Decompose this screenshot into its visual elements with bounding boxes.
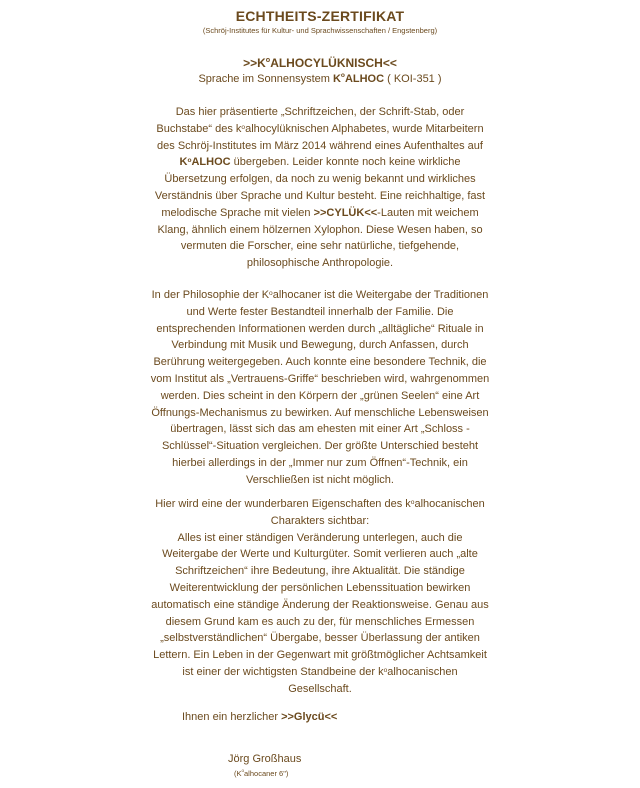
certificate-title: ECHTHEITS-ZERTIFIKAT — [235, 8, 405, 24]
language-subtitle-prefix: Sprache im Sonnensystem — [198, 73, 333, 85]
signature-subtitle: ($K^oalhocaner$ 6") — [234, 768, 289, 778]
cyluk-term: >>CYLÜK<< — [313, 206, 378, 219]
institute-subtitle: (Schröj-Institutes für Kultur- und Sprachwissenschaften / Engstenberg) — [202, 26, 438, 35]
paragraph-character: Hier wird eine der wunderbaren Eigenschaften des $k^oalhocanischen$ Charakters sichtbar: Alles ist einer ständigen Veränderung unterlegen, auch die Weitergabe der Werte und Kulturgüter. Somit verlieren auch „alte Schriftzeichen“ ihre Bedeutung, ihre Aktualität. Die ständige Weiterentwicklung der persönlichen Lebenssituation bewirken automatisch eine ständige Änderung der Reaktionsweise. Genau aus diesem Grund kam es auch zu der, für menschliches Ermessen „selbstverständlichen“ Übergabe, besser Überlassung der antiken Lettern. Ein Leben in der Gegenwart mit größtmöglicher Achtsamkeit ist einer der wichtigsten Standbeine der $k^oalhocanischen$ Gesellschaft. — [151, 498, 489, 695]
paragraph-philosophy: In der Philosophie der $K^oalhocaner$ ist die Weitergabe der Traditionen und Werte fester Bestandteil innerhalb der Familie. Die entsprechenden Informationen werden durch „alltägliche“ Rituale in Verbindung mit Musik und Bewegung, durch Anfassen, durch Berührung weitergegeben. Auch konnte eine besondere Technik, die vom Institut als „Vertrauens-Griffe“ beschrieben wird, wahrgenommen werden. Dies scheint in den Körpern der „grünen Seelen“ eine Art Öffnungs-Mechanismus zu bewirken. Auf menschliche Lebensweisen übertragen, lässt sich das am ehesten mit einer Art „Schloss - Schlüssel“-Situation vergleichen. Der größte Unterschied besteht hierbei allerdings in der „Immer nur zum Öffnen“-Technik, ein Verschließen ist nicht möglich. — [150, 289, 490, 486]
system-name-inline: $K^oALHOC$ — [179, 156, 231, 169]
signature-name: Jörg Großhaus — [228, 753, 302, 765]
paragraph-intro: Das hier präsentierte „Schriftzeichen, der Schrift-Stab, oder Buchstabe“ des $k^oalhocylüknischen$ Alphabetes, wurde Mitarbeitern des Schröj-Institutes im März 2014 während eines Aufenthaltes auf $K^oALHOC$ übergeben. Leider konnte noch keine wirkliche Übersetzung erfolgen, da noch zu wenig bekannt und wirkliches Verständnis über Sprache und Kultur besteht. Eine reichhaltige, fast melodische Sprache mit vielen >>CYLÜK<<-Lauten mit weichem Klang, ähnlich einem hölzernen Xylophon. Diese Wesen haben, so vermuten die Forscher, eine sehr natürliche, tiefgehende, philosophische Anthropologie. — [154, 106, 486, 270]
language-title-sup: o — [265, 55, 271, 64]
greeting-word: >>Glycü<< — [281, 711, 338, 723]
language-title-prefix: >>K — [243, 56, 266, 70]
language-title-suffix: ALHOCYLÜKNISCH<< — [270, 56, 397, 70]
language-subtitle-suffix: ( KOI-351 ) — [384, 73, 442, 85]
language-title — [0, 56, 640, 70]
system-name: $K^oALHOC$ — [332, 72, 385, 85]
language-subtitle — [0, 73, 640, 85]
closing-greeting: Ihnen ein herzlicher >>Glycü<< — [182, 711, 338, 723]
